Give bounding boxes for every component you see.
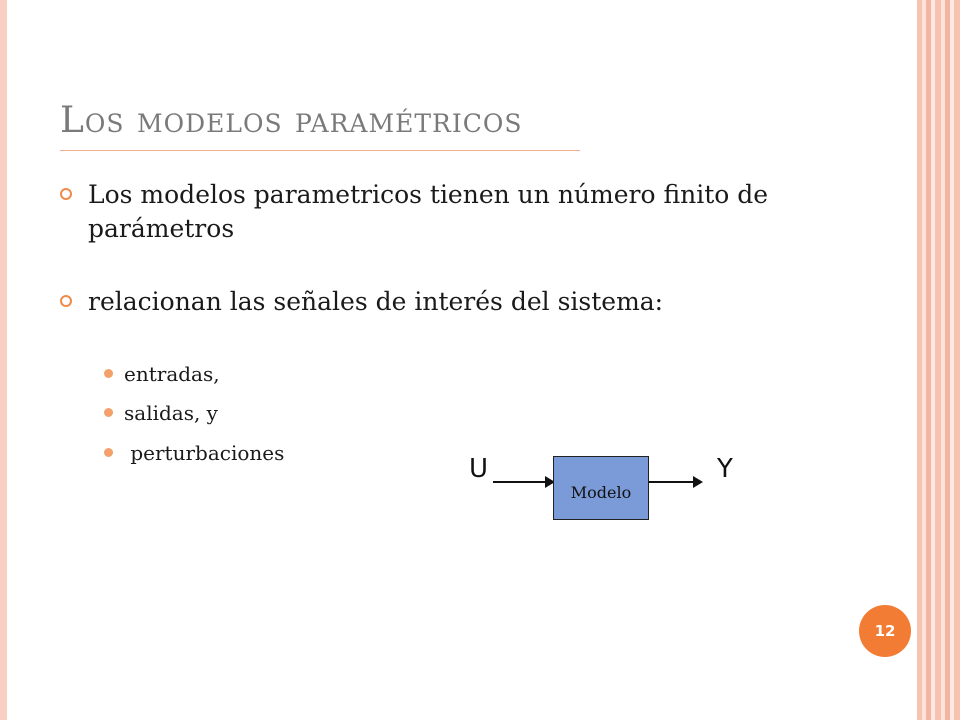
sub-bullet-2-text: salidas, y [124, 401, 218, 425]
bullet-ring-icon [60, 188, 72, 200]
block-diagram [455, 445, 755, 535]
bullet-1-text: Los modelos parametricos tienen un número finito de parámetros [88, 180, 769, 243]
slide-title: Los modelos paramétricos [60, 100, 523, 141]
page-number-badge: 12 [859, 605, 911, 657]
input-arrow [493, 481, 553, 483]
decorative-stripes [917, 0, 960, 720]
model-block-label: Modelo [570, 483, 632, 502]
sub-bullet-1-text: entradas, [124, 362, 220, 386]
input-label: U [469, 454, 489, 484]
bullet-dot-icon [104, 408, 113, 417]
slide-border-left [0, 0, 7, 720]
bullet-dot-icon [104, 448, 113, 457]
title-underline [60, 150, 580, 151]
bullet-1 [60, 178, 800, 246]
sub-bullet-3-text: perturbaciones [124, 441, 285, 465]
bullet-ring-icon [60, 295, 72, 307]
bullet-dot-icon [104, 369, 113, 378]
sub-bullet-2 [104, 400, 218, 426]
output-label: Y [717, 454, 733, 484]
bullet-2-text: relacionan las señales de interés del sistema: [88, 287, 664, 316]
output-arrow [649, 481, 701, 483]
sub-bullet-1 [104, 361, 220, 387]
sub-bullet-3 [104, 440, 284, 466]
model-block [553, 456, 649, 520]
bullet-2 [60, 285, 800, 319]
